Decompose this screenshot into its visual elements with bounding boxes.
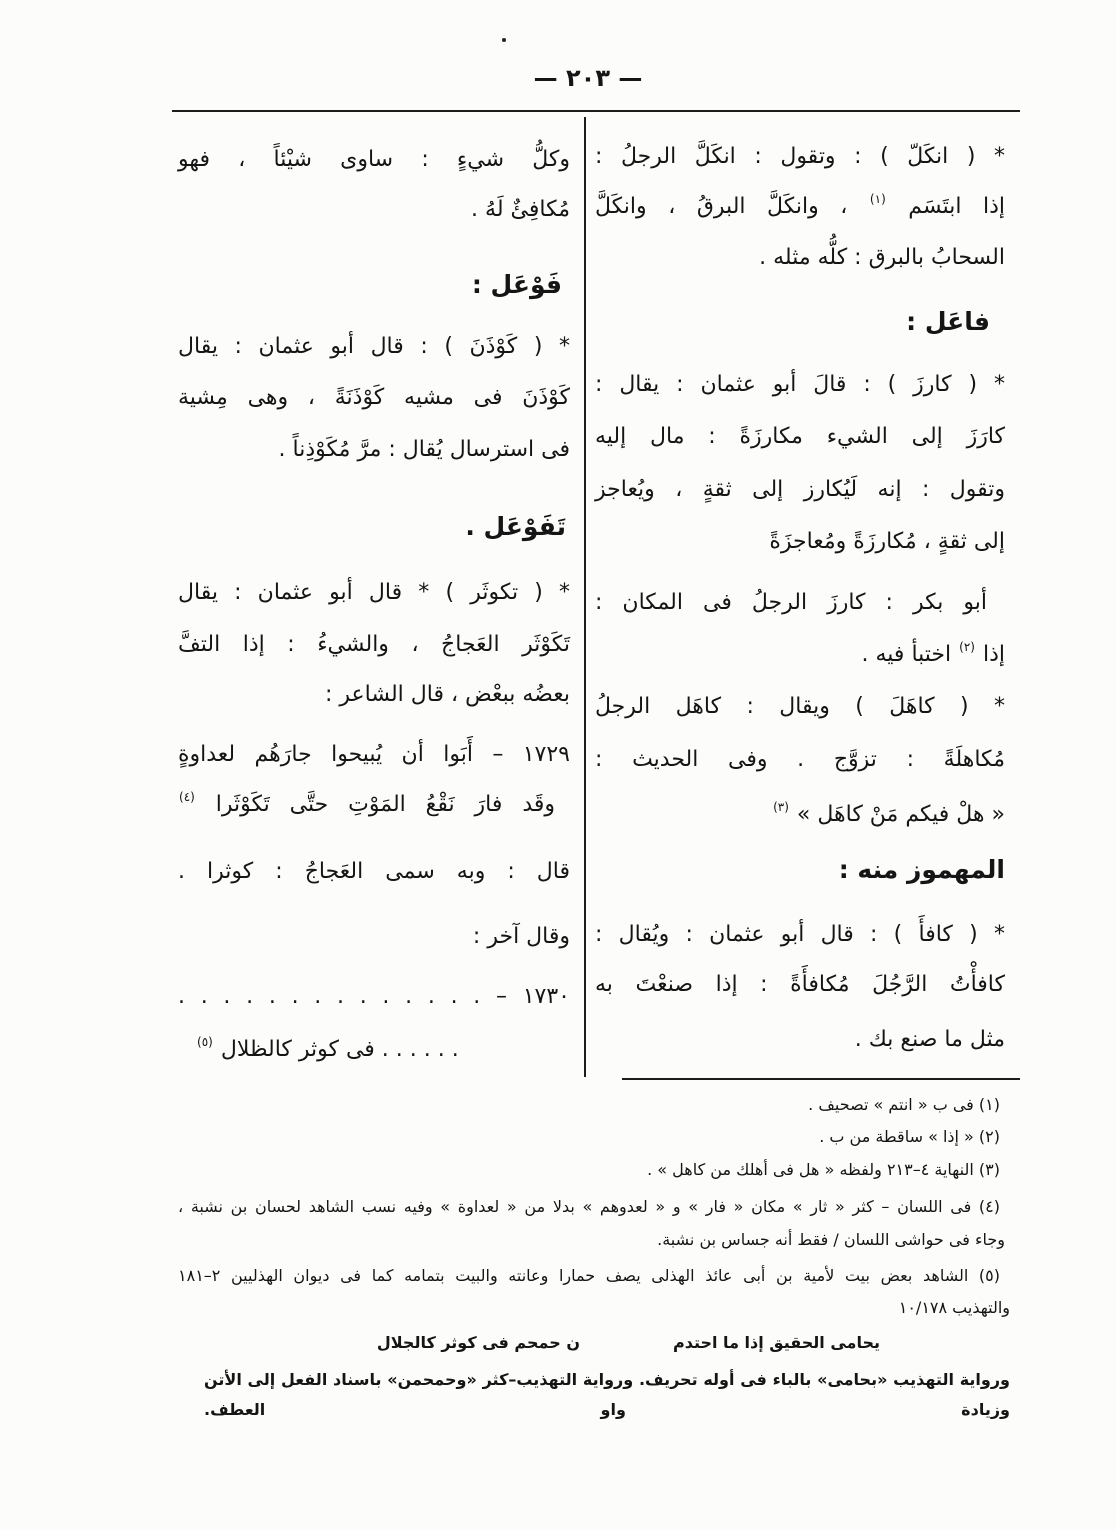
verse-text: . . . . . . فى كوثر كالظلال [220, 1037, 459, 1062]
line-text: ، وانكَلَّ البرقُ ، وانكَلَّ [595, 194, 848, 219]
header-rule [172, 110, 1020, 112]
verse-text: وقَد فارَ نَقْعُ المَوْتِ حتَّى تَكَوْثَرا [215, 792, 556, 817]
footnote-ref-5: (٥) [197, 1035, 213, 1049]
line-text: إذا [982, 642, 1005, 667]
section-heading-tafawal: تَفَوْعَل . [465, 512, 566, 541]
footnote-2: (٢) « إذا » ساقطة من ب . [819, 1127, 1000, 1146]
left-col-line-10: بعضُه ببعْض ، قال الشاعر : [324, 682, 570, 707]
left-col-line-2: مُكافِئٌ لَهُ . [471, 197, 570, 222]
left-col-line-14: وقال آخر : [472, 924, 570, 949]
footnote-rule [622, 1078, 1020, 1080]
footnote-ref-1: (١) [869, 192, 886, 206]
verse-1730-line-1: ١٧٣٠ – . . . . . . . . . . . . . . [178, 984, 570, 1009]
right-col-line-1: * ( انكَلّ ) : وتقول : انكَلَّ الرجلُ : [595, 144, 1005, 169]
footnote-verse-hemistich-1: يحامى الحقيق إذا ما احتدم [672, 1333, 880, 1352]
section-heading-mahmuz: المهموز منه : [838, 855, 1005, 884]
right-col-line-15: * ( كافأَ ) : قال أبو عثمان : ويُقال : [595, 922, 1005, 947]
left-col-line-5: كَوْذَنَ فى مشيه كَوْذَنَةً ، وهى مِشية [178, 385, 570, 410]
footnote-4-line-2: وجاء فى حواشى اللسان / فقط أنه جساس بن نشبة. [657, 1230, 1005, 1249]
footnote-4-line-1: (٤) فى اللسان – كثر « ثار » مكان « فار » و « لعدوهم » بدلا من « لعداوة » وفيه نسب الشاهد لحسان بن نشبة ، [178, 1197, 1000, 1216]
right-col-line-6: كارَزَ إلى الشيء مكارزَةً : مال إليه [595, 424, 1005, 449]
footnote-3: (٣) النهاية ٤–٢١٣ ولفظه « هل فى أهلك من كاهل » . [647, 1160, 1000, 1179]
right-col-line-10 [595, 635, 1005, 675]
footnote-5-note: ورواية التهذيب «بحامى» بالباء فى أوله تحريف. ورواية التهذيب–كثر «وحمحمن» باسناد الفعل إلى الأتن وزيادة واو العطف. [204, 1370, 1010, 1419]
right-col-line-17: مثل ما صنع بك . [854, 1027, 1005, 1052]
hadith-quote: « هلْ فيكم مَنْ كاهَل » [796, 802, 1005, 827]
line-text: اختبأ فيه . [861, 642, 952, 667]
left-col-line-1: وكلُّ شيءٍ : ساوى شيْئاً ، فهو [178, 147, 570, 172]
section-heading-fawal: فَوْعَل : [471, 270, 562, 299]
page-number: — ٢٠٣ — [533, 64, 643, 92]
footnote-verse-hemistich-2: ن حمحم فى كوثر كالجلال [376, 1333, 580, 1352]
right-col-line-7: وتقول : إنه لَيُكارز إلى ثقةٍ ، ويُعاجز [595, 477, 1005, 502]
right-col-line-3: السحابُ بالبرق : كلُّه مثله . [759, 245, 1005, 270]
scan-speck [502, 38, 506, 42]
left-col-line-4: * ( كَوْذَنَ ) : قال أبو عثمان : يقال [178, 334, 570, 359]
verse-1730-line-2 [178, 1030, 570, 1070]
footnote-ref-2: (٢) [959, 640, 975, 654]
footnote-1: (١) فى ب « انتم » تصحيف . [808, 1095, 1000, 1114]
right-col-line-9: أبو بكر : كارزَ الرجلُ فى المكان : [595, 590, 987, 615]
left-col-line-9: تَكَوْثَر العَجاجُ ، والشيءُ : إذا التفَّ [178, 632, 570, 657]
column-divider [584, 117, 586, 1077]
line-text: إذا ابتَسَم [908, 194, 1005, 219]
right-col-line-12: مُكاهلَةً : تزوَّج . وفى الحديث : [595, 747, 1005, 772]
section-heading-faal: فاعَل : [906, 307, 990, 336]
footnote-5-line-2: والتهذيب ١٠/١٧٨ [898, 1298, 1010, 1317]
right-col-line-11: * ( كاهَلَ ) ويقال : كاهَل الرجلُ [595, 694, 1005, 719]
right-col-line-8: إلى ثقةٍ ، مُكارزَةً ومُعاجزَةً [769, 529, 1005, 554]
right-col-line-2 [595, 187, 1005, 227]
left-col-line-6: فى استرسال يُقال : مرَّ مُكَوْذِناً . [278, 437, 570, 462]
right-col-line-5: * ( كارزَ ) : قالَ أبو عثمان : يقال : [595, 372, 1005, 397]
verse-1729-line-2 [178, 785, 570, 825]
right-col-line-13 [595, 795, 1005, 835]
footnote-ref-4: (٤) [179, 790, 195, 804]
footnote-5-line-1: (٥) الشاهد بعض بيت لأمية بن أبى عائذ الهذلى يصف حمارا وعانته والبيت بتمامه كما فى ديوان الهذليين ٢–١٨١ [178, 1266, 1000, 1285]
footnote-ref-3: (٣) [773, 800, 789, 814]
left-col-line-8: * ( تكوثَر ) * قال أبو عثمان : يقال [178, 580, 570, 605]
verse-1729-line-1: ١٧٢٩ – أَبَوا أن يُبيحوا جارَهُم لعداوةٍ [178, 742, 570, 767]
right-col-line-16: كافأْتُ الرَّجُلَ مُكافأَةً : إذا صنعْتَ به [595, 972, 1005, 997]
left-col-line-13: قال : وبه سمى العَجاجُ : كوثرا . [178, 859, 570, 884]
